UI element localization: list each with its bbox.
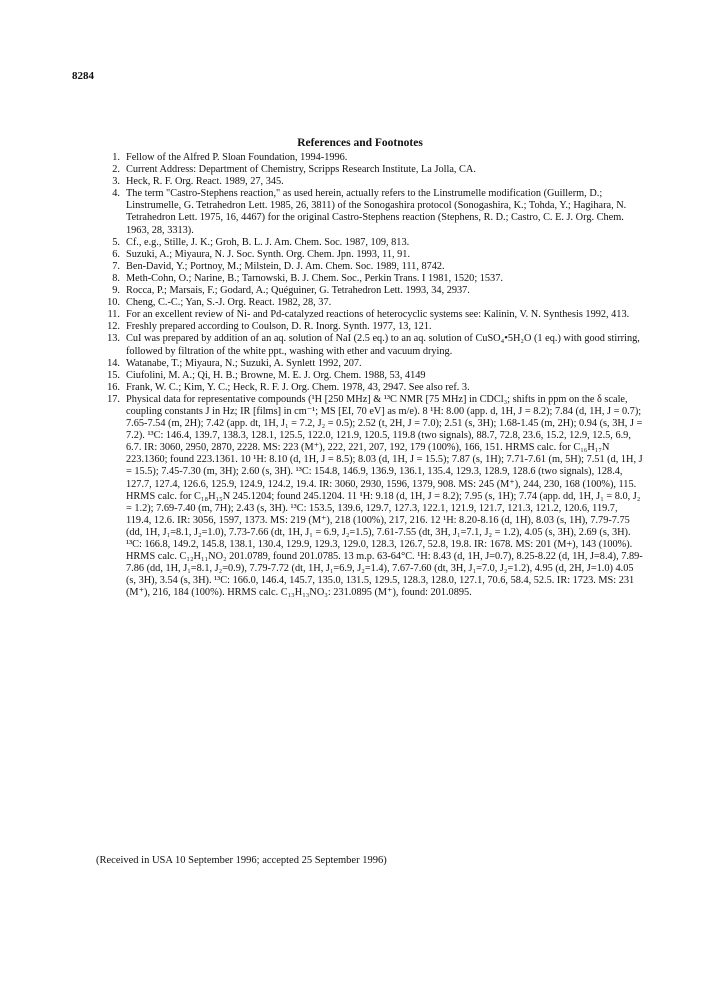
reference-item: [103, 285, 643, 297]
reference-item: [103, 321, 643, 333]
reference-number: 4.: [112, 188, 120, 200]
reference-item: [103, 249, 643, 261]
reference-text: Heck, R. F. Org. React. 1989, 27, 345.: [126, 176, 284, 188]
reference-number: 9.: [112, 285, 120, 297]
reference-item: [103, 188, 643, 236]
references-list: [103, 152, 643, 599]
reference-item: [103, 382, 643, 394]
reference-number: 10.: [107, 297, 120, 309]
reference-item: [103, 297, 643, 309]
reference-number: 2.: [112, 164, 120, 176]
reference-text: For an excellent review of Ni- and Pd-catalyzed reactions of heterocyclic systems see: Kalinin, V. N. Synthesis 1992, 413.: [126, 309, 630, 321]
reference-item: [103, 394, 643, 600]
reference-item: [103, 358, 643, 370]
reference-text: CuI was prepared by addition of an aq. solution of NaI (2.5 eq.) to an aq. solution of CuSO₄•5H₂O (1 eq.) with good stirring, followed by filtration of the white ppt., washing with ether and vacuum drying.: [126, 333, 640, 357]
reference-item: [103, 261, 643, 273]
reference-number: 5.: [112, 236, 120, 248]
reference-number: 6.: [112, 248, 120, 260]
reference-text: Physical data for representative compounds (¹H [250 MHz] & ¹³C NMR [75 MHz] in CDCl₃; shifts in ppm on the δ scale, coupling constants J in Hz; IR [films] in cm⁻¹; MS [EI, 70 eV] as m/e). 8 ¹H: 8.00 (app. d, 1H, J = 8.2); 7.84 (d, 1H, J = 0.7); 7.65-7.54 (m, 2H); 7.42 (app. dt, 1H, J₁ = 7.2, J₂ = 0.5); 2.52 (t, 2H, J = 7.0); 2.51 (s, 3H); 1.68-1.45 (m, 2H); 0.94 (s, 3H, J = 7.2). ¹³C: 146.4, 139.7, 138.3, 128.1, 125.5, 122.0, 121.9, 120.5, 119.8 (two signals), 88.7, 72.8, 23.6, 15.2, 12.9, 12.5, 6.9, 6.7. IR: 3060, 2950, 2870, 2228. MS: 223 (M⁺), 222, 221, 207, 192, 179 (100%), 166, 151. HRMS calc. for C₁₆H₁₇N 223.1360; found 223.1361. 10 ¹H: 8.10 (d, 1H, J = 8.5); 8.03 (d, 1H, J = 15.5); 7.87 (s, 1H); 7.71-7.61 (m, 5H); 7.51 (d, 1H, J = 15.5); 7.45-7.30 (m, 3H); 2.60 (s, 3H). ¹³C: 154.8, 146.9, 136.9, 136.1, 135.4, 129.3, 128.9, 128.6 (two signals), 128.4, 127.7, 127.4, 126.6, 125.9, 124.9, 124.2, 19.4. IR: 3060, 2930, 1596, 1379, 908. MS: 245 (M⁺), 244, 230, 168 (100%), 115. HRMS calc. for C₁₈H₁₅N 245.1204; found 245.1204. 11 ¹H: 9.18 (d, 1H, J = 8.2); 7.95 (s, 1H); 7.74 (app. dd, 1H, J₁ = 8.0, J₂ = 1.2); 7.69-7.40 (m, 7H); 2.43 (s, 3H). ¹³C: 153.5, 139.6, 129.7, 127.3, 122.1, 121.9, 121.7, 121.3, 121.2, 120.6, 119.7, 119.4, 12.6. IR: 3056, 1597, 1373. MS: 219 (M⁺), 218 (100%), 217, 216. 12 ¹H: 8.20-8.16 (d, 1H), 8.03 (s, 1H), 7.79-7.75 (dd, 1H, J₁=8.1, J₂=1.0), 7.73-7.66 (dt, 1H, J₁ = 6.9, J₂=1.5), 7.61-7.55 (dt, 3H, J₁=7.1, J₂ = 1.2), 4.05 (s, 3H), 2.69 (s, 3H). ¹³C: 166.8, 149.2, 145.8, 138.1, 130.4, 129.9, 129.3, 129.0, 128.3, 126.7, 52.8, 19.8. IR: 1678. MS: 201 (M+), 143 (100%). HRMS calc. C₁₂H₁₁NO₂ 201.0789, found 201.0785. 13 m.p. 63-64°C. ¹H: 8.43 (d, 1H, J=0.7), 8.25-8.22 (d, 1H, J=8.4), 7.89-7.86 (dd, 1H, J₁=8.1, J₂=0.9), 7.79-7.72 (dt, 1H, J₁=6.9, J₂=1.4), 7.67-7.60 (dt, 3H, J₁=7.0, J₂=1.2), 4.95 (d, 2H, J=1.0) 4.05 (s, 3H), 3.54 (s, 3H). ¹³C: 166.0, 146.4, 145.7, 135.0, 131.5, 129.5, 128.3, 128.0, 127.1, 70.6, 58.4, 52.5. IR: 1723. MS: 231 (M⁺), 216, 184 (100%). HRMS calc. C₁₃H₁₃NO₃: 231.0895 (M⁺), found: 201.0895.: [126, 393, 643, 599]
reference-number: 11.: [107, 309, 120, 321]
reference-number: 7.: [112, 260, 120, 272]
reference-text: Current Address: Department of Chemistry, Scripps Research Institute, La Jolla, CA.: [126, 164, 476, 176]
reference-text: Cheng, C.-C.; Yan, S.-J. Org. React. 1982, 28, 37.: [126, 297, 332, 309]
reference-text: Watanabe, T.; Miyaura, N.; Suzuki, A. Synlett 1992, 207.: [126, 357, 362, 369]
received-dates: (Received in USA 10 September 1996; accepted 25 September 1996): [96, 855, 387, 866]
reference-item: [103, 237, 643, 249]
reference-text: Meth-Cohn, O.; Narine, B.; Tarnowski, B. J. Chem. Soc., Perkin Trans. I 1981, 1520; 1537.: [126, 272, 503, 284]
reference-number: 13.: [107, 333, 120, 345]
reference-number: 8.: [112, 272, 120, 284]
reference-item: [103, 176, 643, 188]
reference-text: The term "Castro-Stephens reaction," as used herein, actually refers to the Linstrumelle modification (Guillerm, D.; Linstrumelle, G. Tetrahedron Lett. 1985, 26, 3811) of the Sonogashira protocol (Sonogashira, K.; Tohda, Y.; Hagihara, N. Tetrahedron Lett. 1975, 16, 4467) for the original Castro-Stephens reaction (Stephens, R. D.; Castro, C. E. J. Org. Chem. 1963, 28, 3313).: [126, 188, 627, 236]
reference-text: Frank, W. C.; Kim, Y. C.; Heck, R. F. J. Org. Chem. 1978, 43, 2947. See also ref. 3.: [126, 381, 470, 393]
reference-number: 16.: [107, 381, 120, 393]
reference-text: Cf., e.g., Stille, J. K.; Groh, B. L. J. Am. Chem. Soc. 1987, 109, 813.: [126, 236, 410, 248]
reference-number: 17.: [107, 393, 120, 405]
reference-item: [103, 309, 643, 321]
reference-text: Fellow of the Alfred P. Sloan Foundation, 1994-1996.: [126, 152, 348, 163]
reference-number: 14.: [107, 357, 120, 369]
reference-item: [103, 164, 643, 176]
reference-item: [103, 152, 643, 164]
reference-number: 15.: [107, 369, 120, 381]
reference-number: 12.: [107, 321, 120, 333]
references-heading: References and Footnotes: [297, 137, 423, 149]
page-number: 8284: [72, 70, 94, 82]
reference-text: Rocca, P.; Marsais, F.; Godard, A.; Quéguiner, G. Tetrahedron Lett. 1993, 34, 2937.: [126, 285, 470, 297]
reference-item: [103, 370, 643, 382]
reference-item: [103, 273, 643, 285]
reference-item: [103, 333, 643, 357]
reference-text: Freshly prepared according to Coulson, D. R. Inorg. Synth. 1977, 13, 121.: [126, 321, 432, 333]
reference-text: Ben-David, Y.; Portnoy, M.; Milstein, D. J. Am. Chem. Soc. 1989, 111, 8742.: [126, 260, 445, 272]
reference-number: 3.: [112, 176, 120, 188]
reference-text: Suzuki, A.; Miyaura, N. J. Soc. Synth. Org. Chem. Jpn. 1993, 11, 91.: [126, 248, 411, 260]
reference-number: 1.: [112, 152, 120, 163]
reference-text: Ciufolini, M. A.; Qi, H. B.; Browne, M. E. J. Org. Chem. 1988, 53, 4149: [126, 369, 426, 381]
